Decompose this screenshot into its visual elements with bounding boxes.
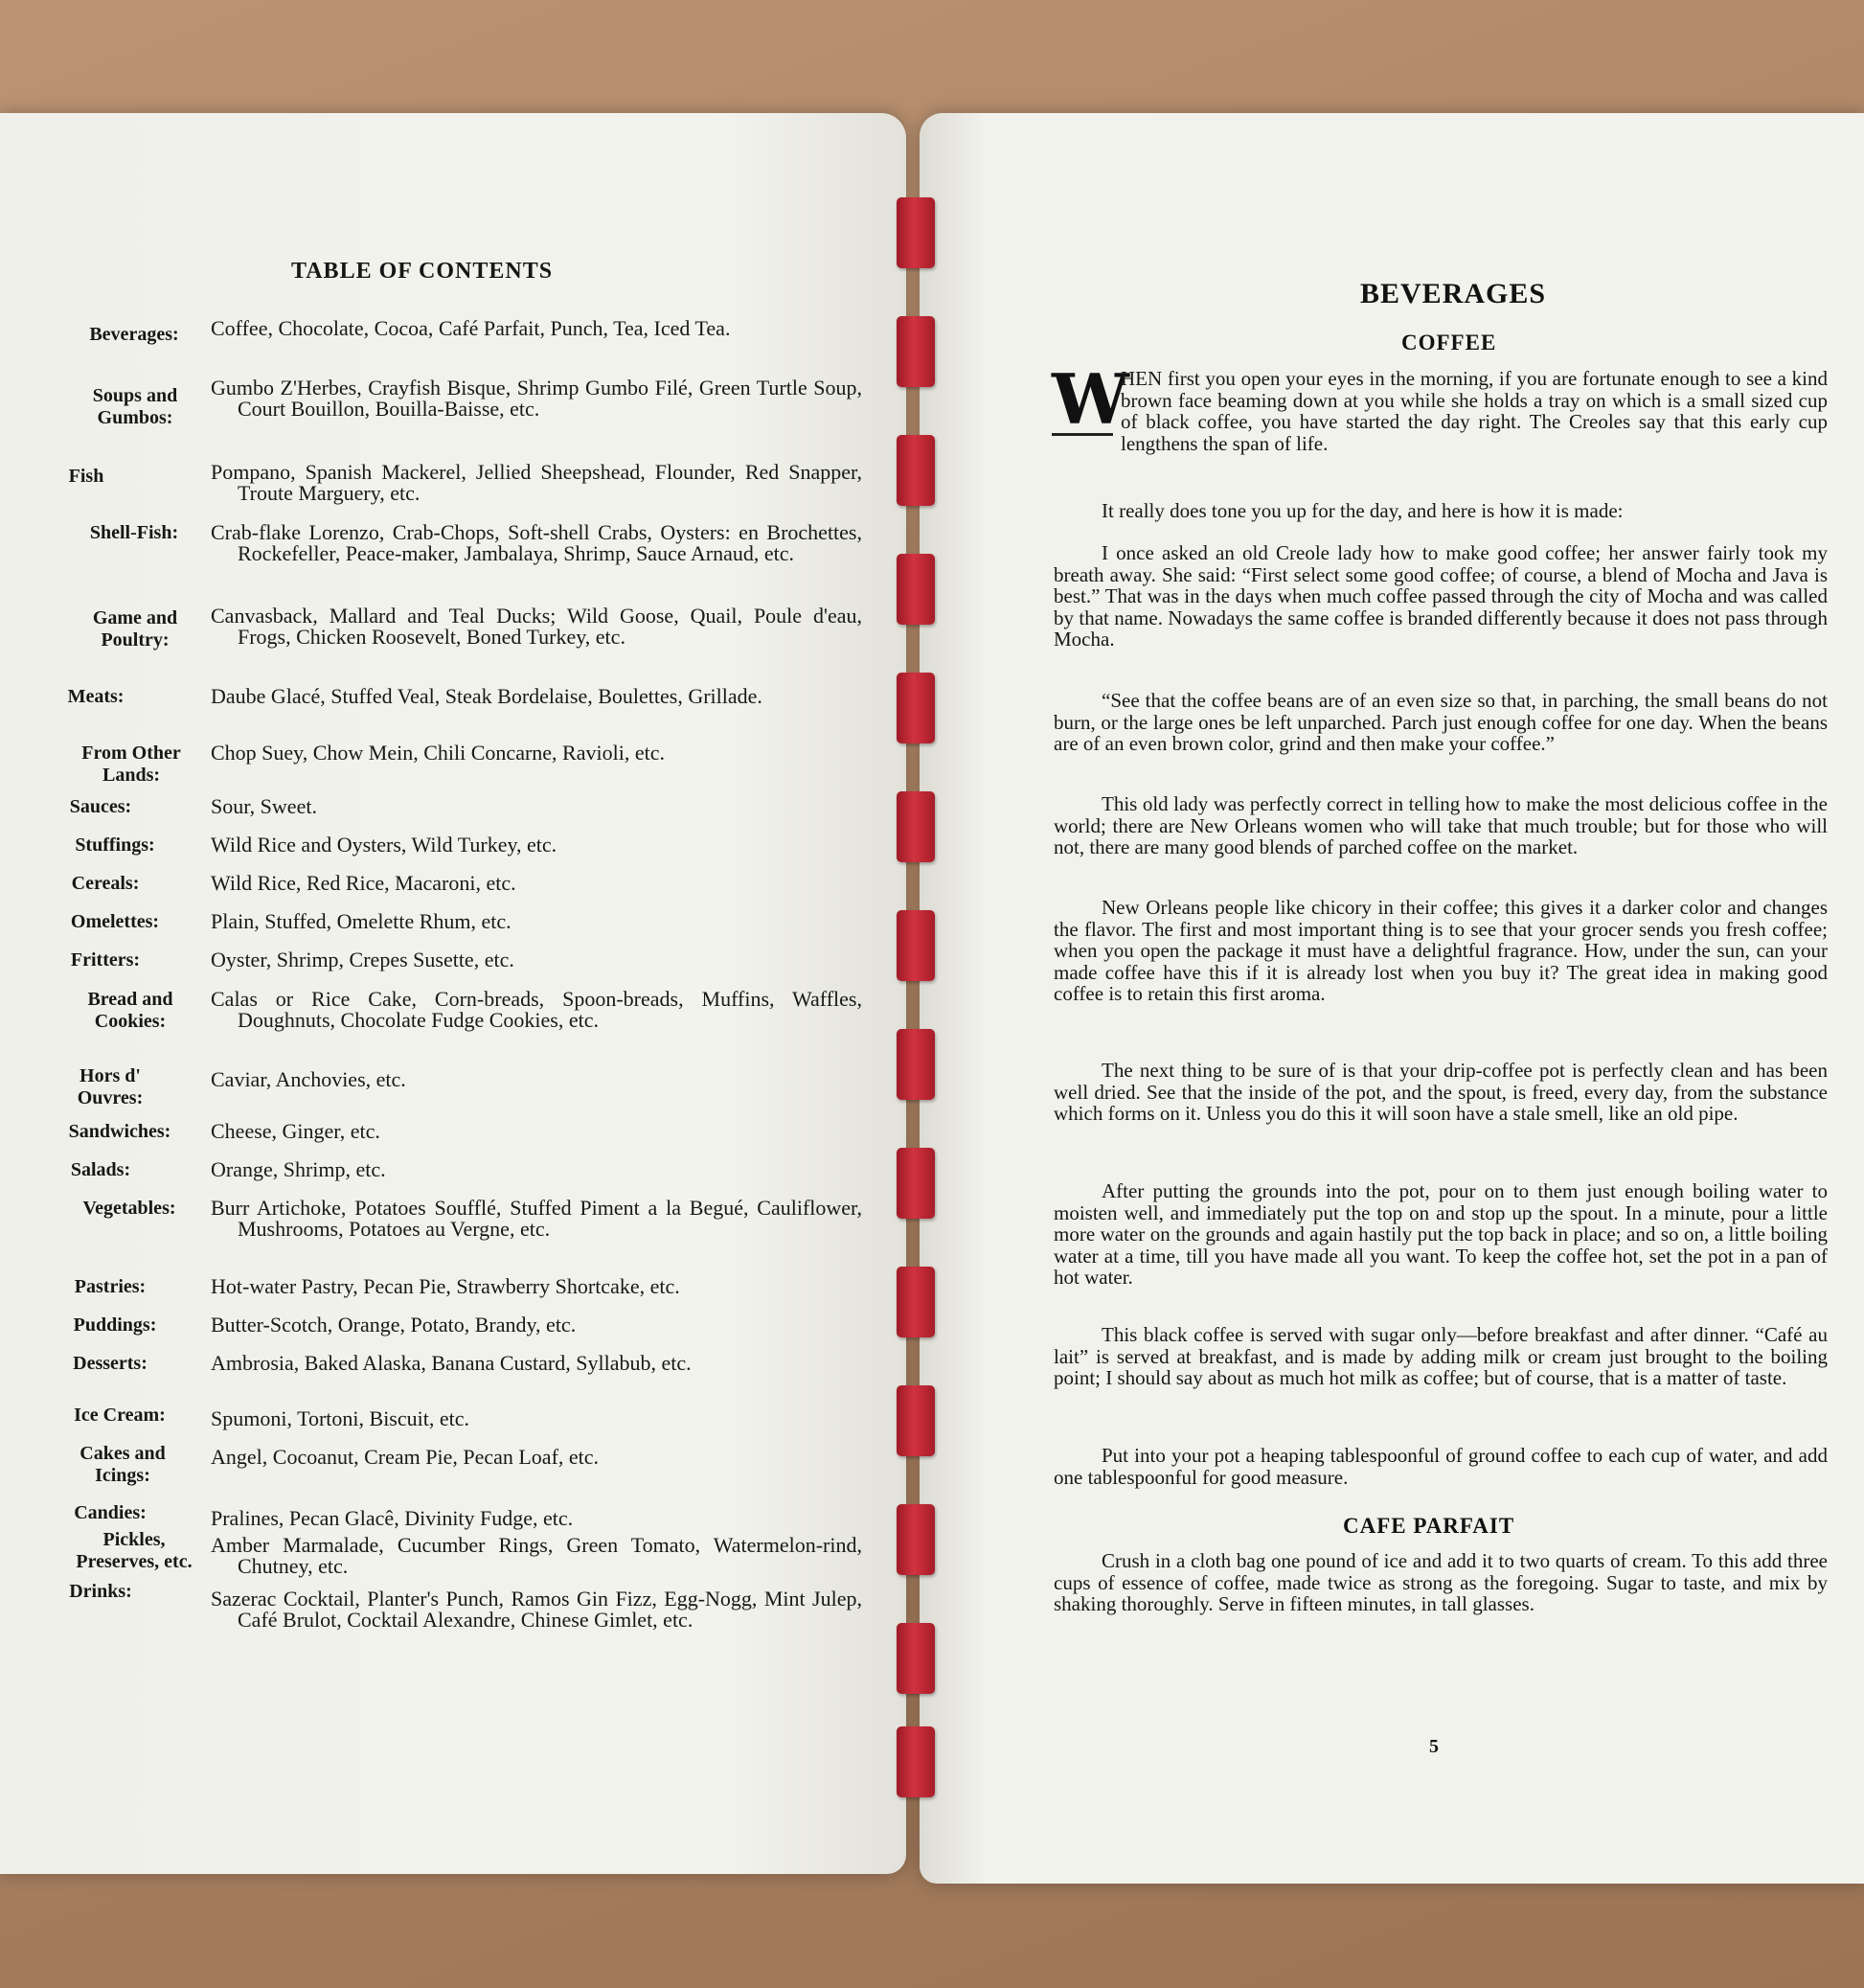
toc-category: Cereals: <box>71 873 140 894</box>
binding-ring <box>897 1148 935 1219</box>
toc-items: Spumoni, Tortoni, Biscuit, etc. <box>211 1406 469 1430</box>
toc-category: Beverages: <box>89 324 179 345</box>
binding-ring <box>897 1623 935 1694</box>
section-heading: BEVERAGES <box>1360 278 1547 309</box>
binding-ring <box>897 1504 935 1575</box>
toc-items: Orange, Shrimp, etc. <box>211 1157 386 1181</box>
paragraph: This black coffee is served with sugar only—before breakfast and after dinner. “Café au lait” is served at breakfast, and is made by adding milk or cream just brought to the boiling point; I should say about as much hot milk as coffee; but of course, that is a matter of taste. <box>1054 1323 1828 1389</box>
paragraph: The next thing to be sure of is that your drip-coffee pot is perfectly clean and has been well dried. See that the inside of the pot, and the spout, is freed, every day, from the substance which forms on it. Unless you do this it will soon have a stale smell, like an old pipe. <box>1054 1059 1828 1125</box>
toc-category: Fish <box>68 466 104 487</box>
toc-category: Bread and Cookies: <box>87 989 173 1032</box>
toc-category: Fritters: <box>70 949 141 971</box>
toc-category: Drinks: <box>69 1581 132 1602</box>
binding-ring <box>897 910 935 981</box>
toc-items: Ambrosia, Baked Alaska, Banana Custard, Syllabub, etc. <box>211 1351 692 1375</box>
toc-category: From Other Lands: <box>81 743 181 786</box>
toc-items: Gumbo Z'Herbes, Crayfish Bisque, Shrimp Gumbo Filé, Green Turtle Soup, Court Bouillon, Bouilla-Baisse, etc. <box>211 376 862 421</box>
toc-items: Crab-flake Lorenzo, Crab-Chops, Soft-shell Crabs, Oysters: en Brochettes, Rockefeller, Peace-maker, Jambalaya, Shrimp, Sauce Arnaud, etc. <box>211 520 862 565</box>
toc-category: Meats: <box>67 686 125 707</box>
toc-category: Sandwiches: <box>68 1121 171 1142</box>
binding-ring <box>897 791 935 862</box>
first-paragraph: HEN first you open your eyes in the morning, if you are fortunate enough to see a kind brown face beaming down at you while she holds a tray on which is a small sized cup of black coffee, you have started the day right. The Creoles say that this early cup lengthens the span of life. <box>1121 367 1828 455</box>
paragraph: I once asked an old Creole lady how to make good coffee; her answer fairly took my breath away. She said: “First select some good coffee; of course, a blend of Mocha and Java is best.” That was in the days when much coffee passed through the city of Mocha and was called by that name. Nowadays the same coffee is branded differently because it does not pass through Mocha. <box>1054 541 1828 651</box>
binding-ring <box>897 435 935 506</box>
toc-category: Omelettes: <box>70 911 160 932</box>
toc-items: Pralines, Pecan Glacê, Divinity Fudge, etc. <box>211 1506 574 1530</box>
binding-ring <box>897 673 935 743</box>
toc-category: Salads: <box>70 1159 131 1180</box>
toc-items: Pompano, Spanish Mackerel, Jellied Sheepshead, Flounder, Red Snapper, Troute Marguery, etc. <box>211 460 862 505</box>
subsection-heading: COFFEE <box>1401 331 1497 354</box>
paragraph: Crush in a cloth bag one pound of ice and add it to two quarts of cream. To this add three cups of essence of coffee, made twice as strong as the foregoing. Sugar to taste, and mix by shaking thoroughly. Serve in fifteen minutes, in tall glasses. <box>1054 1549 1828 1615</box>
paragraph: Put into your pot a heaping tablespoonful of ground coffee to each cup of water, and add one tablespoonful for good measure. <box>1054 1444 1828 1489</box>
toc-items: Sazerac Cocktail, Planter's Punch, Ramos Gin Fizz, Egg-Nogg, Mint Julep, Café Brulot, Cocktail Alexandre, Chinese Gimlet, etc. <box>211 1587 862 1632</box>
toc-items: Plain, Stuffed, Omelette Rhum, etc. <box>211 909 511 933</box>
toc-items: Angel, Cocoanut, Cream Pie, Pecan Loaf, etc. <box>211 1445 600 1469</box>
paragraph: After putting the grounds into the pot, pour on to them just enough boiling water to moisten well, and immediately put the top on and stop up the spout. In a minute, pour a little more water on the grounds and again hastily put the top back in place; and so on, a little boiling water at a time, till you have made all you want. To keep the coffee hot, set the pot in a pan of hot water. <box>1054 1179 1828 1289</box>
paragraph: “See that the coffee beans are of an even size so that, in parching, the small beans do not burn, or the large ones be left unparched. Parch just enough coffee for one day. When the beans are of an even brown color, grind and then make your coffee.” <box>1054 689 1828 755</box>
toc-category: Stuffings: <box>75 834 155 856</box>
paragraph: This old lady was perfectly correct in telling how to make the most delicious coffee in the world; there are New Orleans women who will take that much trouble; but for those who will not, there are many good blends of parched coffee on the market. <box>1054 792 1828 858</box>
paragraph: New Orleans people like chicory in their coffee; this gives it a darker color and changes the flavor. The first and most important thing is to see that your grocer sends you fresh coffee; when you open the package it must have a delightful fragrance. How, under the sun, can your made coffee have this if it is already lost when you buy it? The great idea in making good coffee is to retain this first aroma. <box>1054 896 1828 1005</box>
toc-items: Hot-water Pastry, Pecan Pie, Strawberry Shortcake, etc. <box>211 1274 680 1298</box>
toc-category: Candies: <box>74 1502 147 1523</box>
toc-category: Desserts: <box>73 1353 148 1374</box>
binding-ring <box>897 1385 935 1456</box>
binding-ring <box>897 197 935 268</box>
toc-items: Oyster, Shrimp, Crepes Susette, etc. <box>211 948 514 971</box>
toc-category: Pastries: <box>74 1276 147 1297</box>
toc-items: Sour, Sweet. <box>211 794 317 818</box>
binding-ring <box>897 1726 935 1797</box>
toc-category: Soups and Gumbos: <box>92 385 178 428</box>
binding-ring <box>897 1029 935 1100</box>
binding-ring <box>897 554 935 625</box>
toc-items: Coffee, Chocolate, Cocoa, Café Parfait, Punch, Tea, Iced Tea. <box>211 316 731 340</box>
toc-category: Vegetables: <box>82 1198 176 1219</box>
toc-category: Pickles, Preserves, etc. <box>76 1529 193 1572</box>
toc-category: Sauces: <box>69 796 132 817</box>
toc-items: Burr Artichoke, Potatoes Soufflé, Stuffed Piment a la Begué, Cauliflower, Mushrooms, Potatoes au Vergne, etc. <box>211 1196 862 1241</box>
binding-ring <box>897 1267 935 1337</box>
paragraph: It really does tone you up for the day, and here is how it is made: <box>1102 499 1624 522</box>
toc-items: Wild Rice and Oysters, Wild Turkey, etc. <box>211 833 557 857</box>
toc-items: Caviar, Anchovies, etc. <box>211 1067 406 1091</box>
toc-items: Canvasback, Mallard and Teal Ducks; Wild Goose, Quail, Poule d'eau, Frogs, Chicken Roosevelt, Boned Turkey, etc. <box>211 604 862 649</box>
spiral-binding <box>897 182 939 1811</box>
subsection-heading: CAFE PARFAIT <box>1343 1514 1515 1538</box>
binding-ring <box>897 316 935 387</box>
toc-category: Shell-Fish: <box>89 522 179 543</box>
toc-category: Puddings: <box>73 1314 157 1336</box>
toc-items: Amber Marmalade, Cucumber Rings, Green Tomato, Watermelon-rind, Chutney, etc. <box>211 1533 862 1578</box>
toc-items: Calas or Rice Cake, Corn-breads, Spoon-breads, Muffins, Waffles, Doughnuts, Chocolate Fudge Cookies, etc. <box>211 987 862 1032</box>
toc-items: Daube Glacé, Stuffed Veal, Steak Bordelaise, Boulettes, Grillade. <box>211 684 762 708</box>
toc-category: Cakes and Icings: <box>80 1443 166 1486</box>
toc-items: Cheese, Ginger, etc. <box>211 1119 380 1143</box>
page-number: 5 <box>1429 1736 1439 1757</box>
toc-category: Game and Poultry: <box>92 607 178 651</box>
toc-items: Butter-Scotch, Orange, Potato, Brandy, etc. <box>211 1313 577 1337</box>
toc-items: Chop Suey, Chow Mein, Chili Concarne, Ravioli, etc. <box>211 741 665 765</box>
toc-items: Wild Rice, Red Rice, Macaroni, etc. <box>211 871 516 895</box>
toc-title: TABLE OF CONTENTS <box>291 259 554 284</box>
toc-category: Hors d' Ouvres: <box>77 1065 144 1108</box>
drop-cap: W <box>1052 358 1129 440</box>
toc-category: Ice Cream: <box>74 1405 166 1426</box>
